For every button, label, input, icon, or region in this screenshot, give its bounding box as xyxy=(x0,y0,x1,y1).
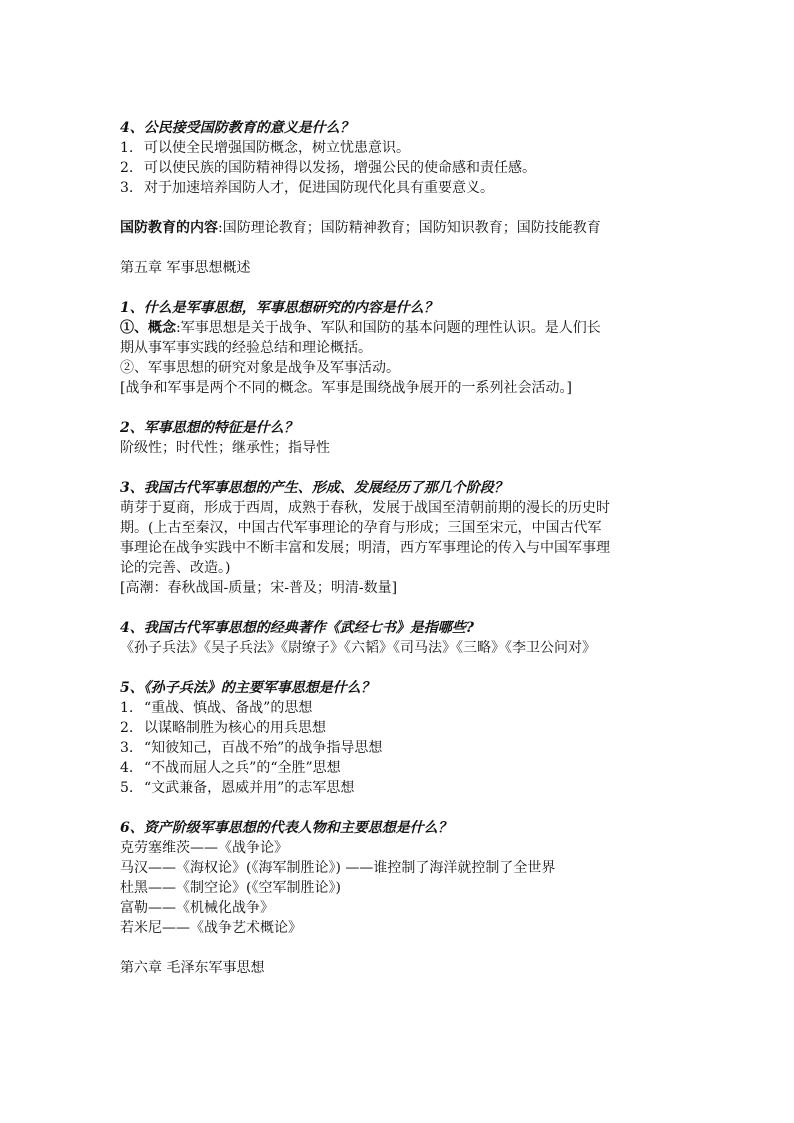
list-number: 1. xyxy=(120,140,134,156)
spacer xyxy=(120,938,680,958)
list-item xyxy=(120,718,680,738)
note-line: [战争和军事是两个不同的概念。军事是围绕战争展开的一系列社会活动。] xyxy=(120,380,572,396)
chapter-heading: 第六章 毛泽东军事思想 xyxy=(120,960,265,976)
spacer xyxy=(120,398,680,418)
paragraph-line: 期从事军事实践的经验总结和理论概括。 xyxy=(120,340,372,356)
list-number: 3. xyxy=(120,740,134,756)
question-heading: 5、《孙子兵法》的主要军事思想是什么？ xyxy=(120,680,375,696)
list-item xyxy=(120,738,680,758)
question-heading: 1、什么是军事思想，军事思想研究的内容是什么？ xyxy=(120,300,438,316)
list-text: “重战、慎战、备战”的思想 xyxy=(144,700,313,716)
content-text: :国防理论教育；国防精神教育；国防知识教育；国防技能教育 xyxy=(218,220,601,236)
list-text: “知彼知己，百战不殆”的战争指导思想 xyxy=(144,740,383,756)
spacer xyxy=(120,458,680,478)
paragraph-line: 若米尼——《战争艺术概论》 xyxy=(120,920,302,936)
paragraph-line: ②、军事思想的研究对象是战争及军事活动。 xyxy=(120,360,400,376)
question-heading: 4、我国古代军事思想的经典著作《武经七书》是指哪些? xyxy=(120,620,474,636)
list-item xyxy=(120,778,680,798)
question-heading: 3、我国古代军事思想的产生、形成、发展经历了那几个阶段？ xyxy=(120,480,508,496)
list-item xyxy=(120,698,680,718)
chapter-heading: 第五章 军事思想概述 xyxy=(120,260,251,276)
list-text: 以谋略制胜为核心的用兵思想 xyxy=(144,720,326,736)
list-number: 2. xyxy=(120,160,134,176)
spacer xyxy=(120,798,680,818)
paragraph-line: 事理论在战争实践中不断丰富和发展；明清，西方军事理论的传入与中国军事理 xyxy=(120,540,610,556)
paragraph-line: 杜黑——《制空论》(《空军制胜论》) xyxy=(120,880,341,896)
question-heading: 6、资产阶级军事思想的代表人物和主要思想是什么？ xyxy=(120,820,452,836)
list-number: 3. xyxy=(120,180,134,196)
list-number: 4. xyxy=(120,760,134,776)
paragraph-line: 阶级性；时代性；继承性；指导性 xyxy=(120,440,330,456)
spacer xyxy=(120,598,680,618)
concept-line xyxy=(120,318,680,338)
paragraph-line: 论的完善、改造。) xyxy=(120,560,231,576)
spacer xyxy=(120,278,680,298)
spacer xyxy=(120,238,680,258)
paragraph-line: 萌芽于夏商，形成于西周，成熟于春秋，发展于战国至清朝前期的漫长的历史时 xyxy=(120,500,610,516)
list-number: 5. xyxy=(120,780,134,796)
list-number: 1. xyxy=(120,700,134,716)
paragraph-line: 克劳塞维茨——《战争论》 xyxy=(120,840,288,856)
list-text: 对于加速培养国防人才，促进国防现代化具有重要意义。 xyxy=(144,180,494,196)
list-item xyxy=(120,158,680,178)
spacer xyxy=(120,198,680,218)
paragraph-line: 《孙子兵法》《吴子兵法》《尉缭子》《六韬》《司马法》《三略》《李卫公问对》 xyxy=(120,640,596,656)
document-page xyxy=(120,118,680,978)
paragraph-line: 马汉——《海权论》(《海军制胜论》) ——谁控制了海洋就控制了全世界 xyxy=(120,860,556,876)
question-heading: 4、公民接受国防教育的意义是什么？ xyxy=(120,120,354,136)
list-text: 可以使全民增强国防概念，树立忧患意识。 xyxy=(144,140,410,156)
paragraph-line: 富勒——《机械化战争》 xyxy=(120,900,274,916)
note-line: [高潮：春秋战国-质量；宋-普及；明清-数量] xyxy=(120,580,398,596)
paragraph-line: 期。(上古至秦汉，中国古代军事理论的孕育与形成；三国至宋元，中国古代军 xyxy=(120,520,602,536)
list-item xyxy=(120,138,680,158)
list-text: 可以使民族的国防精神得以发扬，增强公民的使命感和责任感。 xyxy=(144,160,536,176)
concept-label: ①、概念 xyxy=(120,320,176,336)
spacer xyxy=(120,658,680,678)
education-content-line xyxy=(120,218,680,238)
list-item xyxy=(120,178,680,198)
question-heading: 2、军事思想的特征是什么？ xyxy=(120,420,298,436)
list-text: “不战而屈人之兵”的“全胜”思想 xyxy=(144,760,341,776)
concept-text: :军事思想是关于战争、军队和国防的基本问题的理性认识。是人们长 xyxy=(176,320,601,336)
list-item xyxy=(120,758,680,778)
list-number: 2. xyxy=(120,720,134,736)
content-label: 国防教育的内容 xyxy=(120,220,218,236)
list-text: “文武兼备，恩威并用”的志军思想 xyxy=(144,780,355,796)
